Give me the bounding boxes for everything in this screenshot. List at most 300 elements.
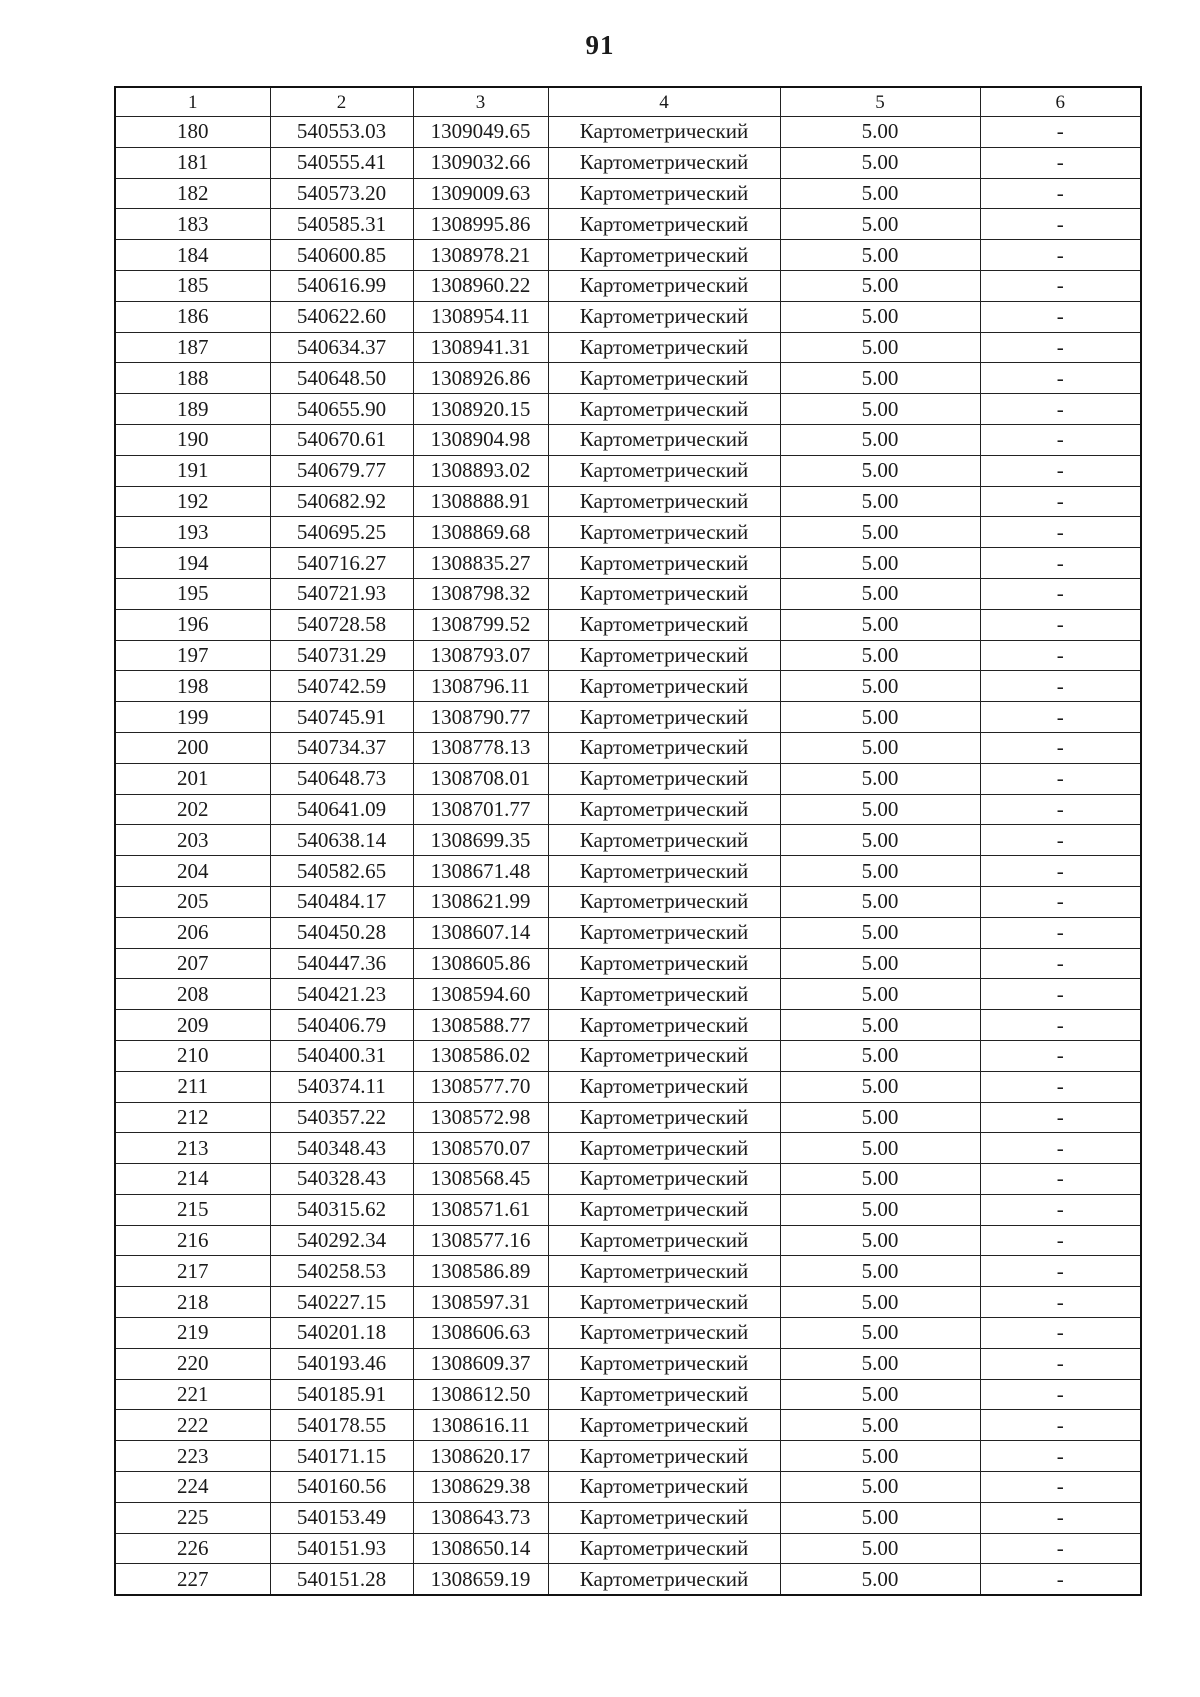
- description-cell: -: [980, 702, 1141, 733]
- description-cell: -: [980, 979, 1141, 1010]
- x-coordinate-cell: 540357.22: [270, 1102, 413, 1133]
- point-number-cell: 211: [115, 1071, 270, 1102]
- description-cell: -: [980, 917, 1141, 948]
- accuracy-cell: 5.00: [780, 517, 980, 548]
- method-cell: Картометрический: [548, 1410, 780, 1441]
- description-cell: -: [980, 948, 1141, 979]
- description-cell: -: [980, 578, 1141, 609]
- accuracy-cell: 5.00: [780, 825, 980, 856]
- method-cell: Картометрический: [548, 394, 780, 425]
- table-row: [115, 1533, 1141, 1564]
- description-cell: -: [980, 1348, 1141, 1379]
- point-number-cell: 183: [115, 209, 270, 240]
- description-cell: -: [980, 1287, 1141, 1318]
- method-cell: Картометрический: [548, 178, 780, 209]
- y-coordinate-cell: 1308568.45: [413, 1164, 548, 1195]
- x-coordinate-cell: 540450.28: [270, 917, 413, 948]
- point-number-cell: 210: [115, 1040, 270, 1071]
- table-row: [115, 178, 1141, 209]
- method-cell: Картометрический: [548, 1441, 780, 1472]
- method-cell: Картометрический: [548, 886, 780, 917]
- point-number-cell: 198: [115, 671, 270, 702]
- point-number-cell: 215: [115, 1194, 270, 1225]
- accuracy-cell: 5.00: [780, 1040, 980, 1071]
- method-cell: Картометрический: [548, 117, 780, 148]
- x-coordinate-cell: 540641.09: [270, 794, 413, 825]
- point-number-cell: 195: [115, 578, 270, 609]
- method-cell: Картометрический: [548, 1502, 780, 1533]
- method-cell: Картометрический: [548, 301, 780, 332]
- y-coordinate-cell: 1308904.98: [413, 424, 548, 455]
- description-cell: -: [980, 886, 1141, 917]
- method-cell: Картометрический: [548, 1564, 780, 1595]
- table-row: [115, 1287, 1141, 1318]
- y-coordinate-cell: 1308621.99: [413, 886, 548, 917]
- table-row: [115, 117, 1141, 148]
- accuracy-cell: 5.00: [780, 455, 980, 486]
- x-coordinate-cell: 540734.37: [270, 732, 413, 763]
- y-coordinate-cell: 1308920.15: [413, 394, 548, 425]
- accuracy-cell: 5.00: [780, 1410, 980, 1441]
- y-coordinate-cell: 1308570.07: [413, 1133, 548, 1164]
- accuracy-cell: 5.00: [780, 1472, 980, 1503]
- method-cell: Картометрический: [548, 1533, 780, 1564]
- point-number-cell: 185: [115, 270, 270, 301]
- x-coordinate-cell: 540638.14: [270, 825, 413, 856]
- x-coordinate-cell: 540258.53: [270, 1256, 413, 1287]
- header-col-3: 3: [413, 87, 548, 117]
- table-row: [115, 609, 1141, 640]
- method-cell: Картометрический: [548, 486, 780, 517]
- method-cell: Картометрический: [548, 1194, 780, 1225]
- table-row: [115, 979, 1141, 1010]
- description-cell: -: [980, 1133, 1141, 1164]
- description-cell: -: [980, 763, 1141, 794]
- description-cell: -: [980, 1256, 1141, 1287]
- table-row: [115, 825, 1141, 856]
- x-coordinate-cell: 540178.55: [270, 1410, 413, 1441]
- x-coordinate-cell: 540153.49: [270, 1502, 413, 1533]
- y-coordinate-cell: 1308978.21: [413, 240, 548, 271]
- method-cell: Картометрический: [548, 825, 780, 856]
- y-coordinate-cell: 1308577.70: [413, 1071, 548, 1102]
- description-cell: -: [980, 1410, 1141, 1441]
- accuracy-cell: 5.00: [780, 794, 980, 825]
- x-coordinate-cell: 540731.29: [270, 640, 413, 671]
- header-col-4: 4: [548, 87, 780, 117]
- description-cell: -: [980, 1164, 1141, 1195]
- table-row: [115, 1502, 1141, 1533]
- x-coordinate-cell: 540193.46: [270, 1348, 413, 1379]
- accuracy-cell: 5.00: [780, 763, 980, 794]
- table-row: [115, 517, 1141, 548]
- method-cell: Картометрический: [548, 917, 780, 948]
- y-coordinate-cell: 1308620.17: [413, 1441, 548, 1472]
- accuracy-cell: 5.00: [780, 948, 980, 979]
- table-row: [115, 209, 1141, 240]
- method-cell: Картометрический: [548, 240, 780, 271]
- description-cell: -: [980, 240, 1141, 271]
- point-number-cell: 189: [115, 394, 270, 425]
- description-cell: -: [980, 794, 1141, 825]
- y-coordinate-cell: 1309009.63: [413, 178, 548, 209]
- accuracy-cell: 5.00: [780, 886, 980, 917]
- table-row: [115, 363, 1141, 394]
- x-coordinate-cell: 540484.17: [270, 886, 413, 917]
- x-coordinate-cell: 540292.34: [270, 1225, 413, 1256]
- method-cell: Картометрический: [548, 548, 780, 579]
- x-coordinate-cell: 540185.91: [270, 1379, 413, 1410]
- y-coordinate-cell: 1308798.32: [413, 578, 548, 609]
- accuracy-cell: 5.00: [780, 1533, 980, 1564]
- table-row: [115, 763, 1141, 794]
- point-number-cell: 208: [115, 979, 270, 1010]
- x-coordinate-cell: 540745.91: [270, 702, 413, 733]
- point-number-cell: 213: [115, 1133, 270, 1164]
- point-number-cell: 227: [115, 1564, 270, 1595]
- description-cell: -: [980, 424, 1141, 455]
- point-number-cell: 180: [115, 117, 270, 148]
- point-number-cell: 204: [115, 856, 270, 887]
- description-cell: -: [980, 178, 1141, 209]
- table-row: [115, 1441, 1141, 1472]
- table-row: [115, 394, 1141, 425]
- x-coordinate-cell: 540421.23: [270, 979, 413, 1010]
- table-row: [115, 640, 1141, 671]
- x-coordinate-cell: 540227.15: [270, 1287, 413, 1318]
- accuracy-cell: 5.00: [780, 240, 980, 271]
- point-number-cell: 187: [115, 332, 270, 363]
- accuracy-cell: 5.00: [780, 332, 980, 363]
- y-coordinate-cell: 1308659.19: [413, 1564, 548, 1595]
- y-coordinate-cell: 1308796.11: [413, 671, 548, 702]
- table-row: [115, 1040, 1141, 1071]
- table-row: [115, 147, 1141, 178]
- x-coordinate-cell: 540201.18: [270, 1318, 413, 1349]
- description-cell: -: [980, 1102, 1141, 1133]
- description-cell: -: [980, 1318, 1141, 1349]
- method-cell: Картометрический: [548, 1318, 780, 1349]
- accuracy-cell: 5.00: [780, 609, 980, 640]
- point-number-cell: 225: [115, 1502, 270, 1533]
- description-cell: -: [980, 1472, 1141, 1503]
- y-coordinate-cell: 1308790.77: [413, 702, 548, 733]
- table-row: [115, 702, 1141, 733]
- description-cell: -: [980, 732, 1141, 763]
- table-row: [115, 1102, 1141, 1133]
- table-body: [115, 117, 1141, 1596]
- x-coordinate-cell: 540634.37: [270, 332, 413, 363]
- method-cell: Картометрический: [548, 948, 780, 979]
- y-coordinate-cell: 1308577.16: [413, 1225, 548, 1256]
- table-row: [115, 886, 1141, 917]
- method-cell: Картометрический: [548, 1010, 780, 1041]
- description-cell: -: [980, 363, 1141, 394]
- x-coordinate-cell: 540400.31: [270, 1040, 413, 1071]
- y-coordinate-cell: 1308893.02: [413, 455, 548, 486]
- table-row: [115, 1256, 1141, 1287]
- method-cell: Картометрический: [548, 1071, 780, 1102]
- y-coordinate-cell: 1308960.22: [413, 270, 548, 301]
- accuracy-cell: 5.00: [780, 363, 980, 394]
- x-coordinate-cell: 540648.50: [270, 363, 413, 394]
- header-col-5: 5: [780, 87, 980, 117]
- header-col-1: 1: [115, 87, 270, 117]
- y-coordinate-cell: 1308586.02: [413, 1040, 548, 1071]
- y-coordinate-cell: 1309032.66: [413, 147, 548, 178]
- accuracy-cell: 5.00: [780, 1502, 980, 1533]
- method-cell: Картометрический: [548, 1040, 780, 1071]
- description-cell: -: [980, 1071, 1141, 1102]
- description-cell: -: [980, 517, 1141, 548]
- y-coordinate-cell: 1308888.91: [413, 486, 548, 517]
- point-number-cell: 206: [115, 917, 270, 948]
- point-number-cell: 202: [115, 794, 270, 825]
- point-number-cell: 181: [115, 147, 270, 178]
- accuracy-cell: 5.00: [780, 702, 980, 733]
- accuracy-cell: 5.00: [780, 209, 980, 240]
- description-cell: -: [980, 1040, 1141, 1071]
- method-cell: Картометрический: [548, 609, 780, 640]
- accuracy-cell: 5.00: [780, 640, 980, 671]
- description-cell: -: [980, 455, 1141, 486]
- description-cell: -: [980, 640, 1141, 671]
- y-coordinate-cell: 1308643.73: [413, 1502, 548, 1533]
- table-row: [115, 1379, 1141, 1410]
- x-coordinate-cell: 540616.99: [270, 270, 413, 301]
- table-row: [115, 1010, 1141, 1041]
- y-coordinate-cell: 1308594.60: [413, 979, 548, 1010]
- method-cell: Картометрический: [548, 1164, 780, 1195]
- accuracy-cell: 5.00: [780, 1225, 980, 1256]
- accuracy-cell: 5.00: [780, 147, 980, 178]
- point-number-cell: 201: [115, 763, 270, 794]
- y-coordinate-cell: 1308799.52: [413, 609, 548, 640]
- y-coordinate-cell: 1308571.61: [413, 1194, 548, 1225]
- x-coordinate-cell: 540555.41: [270, 147, 413, 178]
- description-cell: -: [980, 1225, 1141, 1256]
- method-cell: Картометрический: [548, 332, 780, 363]
- table-row: [115, 1071, 1141, 1102]
- method-cell: Картометрический: [548, 517, 780, 548]
- method-cell: Картометрический: [548, 1287, 780, 1318]
- point-number-cell: 209: [115, 1010, 270, 1041]
- method-cell: Картометрический: [548, 732, 780, 763]
- description-cell: -: [980, 548, 1141, 579]
- description-cell: -: [980, 1533, 1141, 1564]
- x-coordinate-cell: 540622.60: [270, 301, 413, 332]
- method-cell: Картометрический: [548, 1472, 780, 1503]
- x-coordinate-cell: 540447.36: [270, 948, 413, 979]
- y-coordinate-cell: 1309049.65: [413, 117, 548, 148]
- point-number-cell: 207: [115, 948, 270, 979]
- table-row: [115, 455, 1141, 486]
- y-coordinate-cell: 1308954.11: [413, 301, 548, 332]
- table-row: [115, 1194, 1141, 1225]
- table-row: [115, 1164, 1141, 1195]
- x-coordinate-cell: 540742.59: [270, 671, 413, 702]
- y-coordinate-cell: 1308588.77: [413, 1010, 548, 1041]
- table-row: [115, 332, 1141, 363]
- page-number: 91: [585, 30, 615, 60]
- accuracy-cell: 5.00: [780, 1287, 980, 1318]
- x-coordinate-cell: 540679.77: [270, 455, 413, 486]
- y-coordinate-cell: 1308572.98: [413, 1102, 548, 1133]
- x-coordinate-cell: 540682.92: [270, 486, 413, 517]
- y-coordinate-cell: 1308629.38: [413, 1472, 548, 1503]
- point-number-cell: 218: [115, 1287, 270, 1318]
- x-coordinate-cell: 540553.03: [270, 117, 413, 148]
- method-cell: Картометрический: [548, 671, 780, 702]
- table-row: [115, 578, 1141, 609]
- description-cell: -: [980, 301, 1141, 332]
- x-coordinate-cell: 540600.85: [270, 240, 413, 271]
- x-coordinate-cell: 540695.25: [270, 517, 413, 548]
- y-coordinate-cell: 1308609.37: [413, 1348, 548, 1379]
- x-coordinate-cell: 540374.11: [270, 1071, 413, 1102]
- method-cell: Картометрический: [548, 702, 780, 733]
- accuracy-cell: 5.00: [780, 1164, 980, 1195]
- y-coordinate-cell: 1308793.07: [413, 640, 548, 671]
- accuracy-cell: 5.00: [780, 1194, 980, 1225]
- point-number-cell: 197: [115, 640, 270, 671]
- description-cell: -: [980, 671, 1141, 702]
- table-row: [115, 548, 1141, 579]
- accuracy-cell: 5.00: [780, 578, 980, 609]
- method-cell: Картометрический: [548, 979, 780, 1010]
- accuracy-cell: 5.00: [780, 1102, 980, 1133]
- method-cell: Картометрический: [548, 1379, 780, 1410]
- point-number-cell: 205: [115, 886, 270, 917]
- x-coordinate-cell: 540151.93: [270, 1533, 413, 1564]
- x-coordinate-cell: 540670.61: [270, 424, 413, 455]
- y-coordinate-cell: 1308778.13: [413, 732, 548, 763]
- y-coordinate-cell: 1308995.86: [413, 209, 548, 240]
- point-number-cell: 212: [115, 1102, 270, 1133]
- y-coordinate-cell: 1308597.31: [413, 1287, 548, 1318]
- x-coordinate-cell: 540582.65: [270, 856, 413, 887]
- method-cell: Картометрический: [548, 1256, 780, 1287]
- y-coordinate-cell: 1308708.01: [413, 763, 548, 794]
- point-number-cell: 182: [115, 178, 270, 209]
- method-cell: Картометрический: [548, 794, 780, 825]
- method-cell: Картометрический: [548, 209, 780, 240]
- method-cell: Картометрический: [548, 763, 780, 794]
- y-coordinate-cell: 1308699.35: [413, 825, 548, 856]
- y-coordinate-cell: 1308671.48: [413, 856, 548, 887]
- point-number-cell: 184: [115, 240, 270, 271]
- accuracy-cell: 5.00: [780, 424, 980, 455]
- table-row: [115, 270, 1141, 301]
- accuracy-cell: 5.00: [780, 486, 980, 517]
- accuracy-cell: 5.00: [780, 1071, 980, 1102]
- x-coordinate-cell: 540655.90: [270, 394, 413, 425]
- point-number-cell: 221: [115, 1379, 270, 1410]
- y-coordinate-cell: 1308941.31: [413, 332, 548, 363]
- coordinates-table: [114, 86, 1142, 1596]
- description-cell: -: [980, 609, 1141, 640]
- point-number-cell: 223: [115, 1441, 270, 1472]
- point-number-cell: 188: [115, 363, 270, 394]
- method-cell: Картометрический: [548, 363, 780, 394]
- table-row: [115, 1472, 1141, 1503]
- point-number-cell: 193: [115, 517, 270, 548]
- description-cell: -: [980, 486, 1141, 517]
- accuracy-cell: 5.00: [780, 117, 980, 148]
- x-coordinate-cell: 540160.56: [270, 1472, 413, 1503]
- accuracy-cell: 5.00: [780, 979, 980, 1010]
- description-cell: -: [980, 147, 1141, 178]
- description-cell: -: [980, 1502, 1141, 1533]
- table-row: [115, 948, 1141, 979]
- description-cell: -: [980, 1564, 1141, 1595]
- accuracy-cell: 5.00: [780, 732, 980, 763]
- table-row: [115, 486, 1141, 517]
- accuracy-cell: 5.00: [780, 671, 980, 702]
- x-coordinate-cell: 540348.43: [270, 1133, 413, 1164]
- accuracy-cell: 5.00: [780, 1133, 980, 1164]
- accuracy-cell: 5.00: [780, 1318, 980, 1349]
- accuracy-cell: 5.00: [780, 1379, 980, 1410]
- method-cell: Картометрический: [548, 856, 780, 887]
- accuracy-cell: 5.00: [780, 1010, 980, 1041]
- accuracy-cell: 5.00: [780, 394, 980, 425]
- point-number-cell: 194: [115, 548, 270, 579]
- accuracy-cell: 5.00: [780, 178, 980, 209]
- accuracy-cell: 5.00: [780, 1348, 980, 1379]
- point-number-cell: 200: [115, 732, 270, 763]
- point-number-cell: 220: [115, 1348, 270, 1379]
- point-number-cell: 199: [115, 702, 270, 733]
- table-row: [115, 1133, 1141, 1164]
- point-number-cell: 217: [115, 1256, 270, 1287]
- method-cell: Картометрический: [548, 455, 780, 486]
- table-row: [115, 1348, 1141, 1379]
- y-coordinate-cell: 1308606.63: [413, 1318, 548, 1349]
- y-coordinate-cell: 1308650.14: [413, 1533, 548, 1564]
- table-row: [115, 1225, 1141, 1256]
- method-cell: Картометрический: [548, 578, 780, 609]
- point-number-cell: 214: [115, 1164, 270, 1195]
- method-cell: Картометрический: [548, 1102, 780, 1133]
- description-cell: -: [980, 394, 1141, 425]
- point-number-cell: 186: [115, 301, 270, 332]
- y-coordinate-cell: 1308835.27: [413, 548, 548, 579]
- description-cell: -: [980, 117, 1141, 148]
- point-number-cell: 192: [115, 486, 270, 517]
- accuracy-cell: 5.00: [780, 856, 980, 887]
- table-row: [115, 917, 1141, 948]
- point-number-cell: 190: [115, 424, 270, 455]
- method-cell: Картометрический: [548, 424, 780, 455]
- table-row: [115, 732, 1141, 763]
- y-coordinate-cell: 1308926.86: [413, 363, 548, 394]
- description-cell: -: [980, 1194, 1141, 1225]
- y-coordinate-cell: 1308869.68: [413, 517, 548, 548]
- table-row: [115, 1410, 1141, 1441]
- table-row: [115, 240, 1141, 271]
- point-number-cell: 226: [115, 1533, 270, 1564]
- x-coordinate-cell: 540716.27: [270, 548, 413, 579]
- accuracy-cell: 5.00: [780, 917, 980, 948]
- table-row: [115, 424, 1141, 455]
- header-col-2: 2: [270, 87, 413, 117]
- x-coordinate-cell: 540328.43: [270, 1164, 413, 1195]
- y-coordinate-cell: 1308607.14: [413, 917, 548, 948]
- header-row: [115, 87, 1141, 117]
- description-cell: -: [980, 209, 1141, 240]
- point-number-cell: 203: [115, 825, 270, 856]
